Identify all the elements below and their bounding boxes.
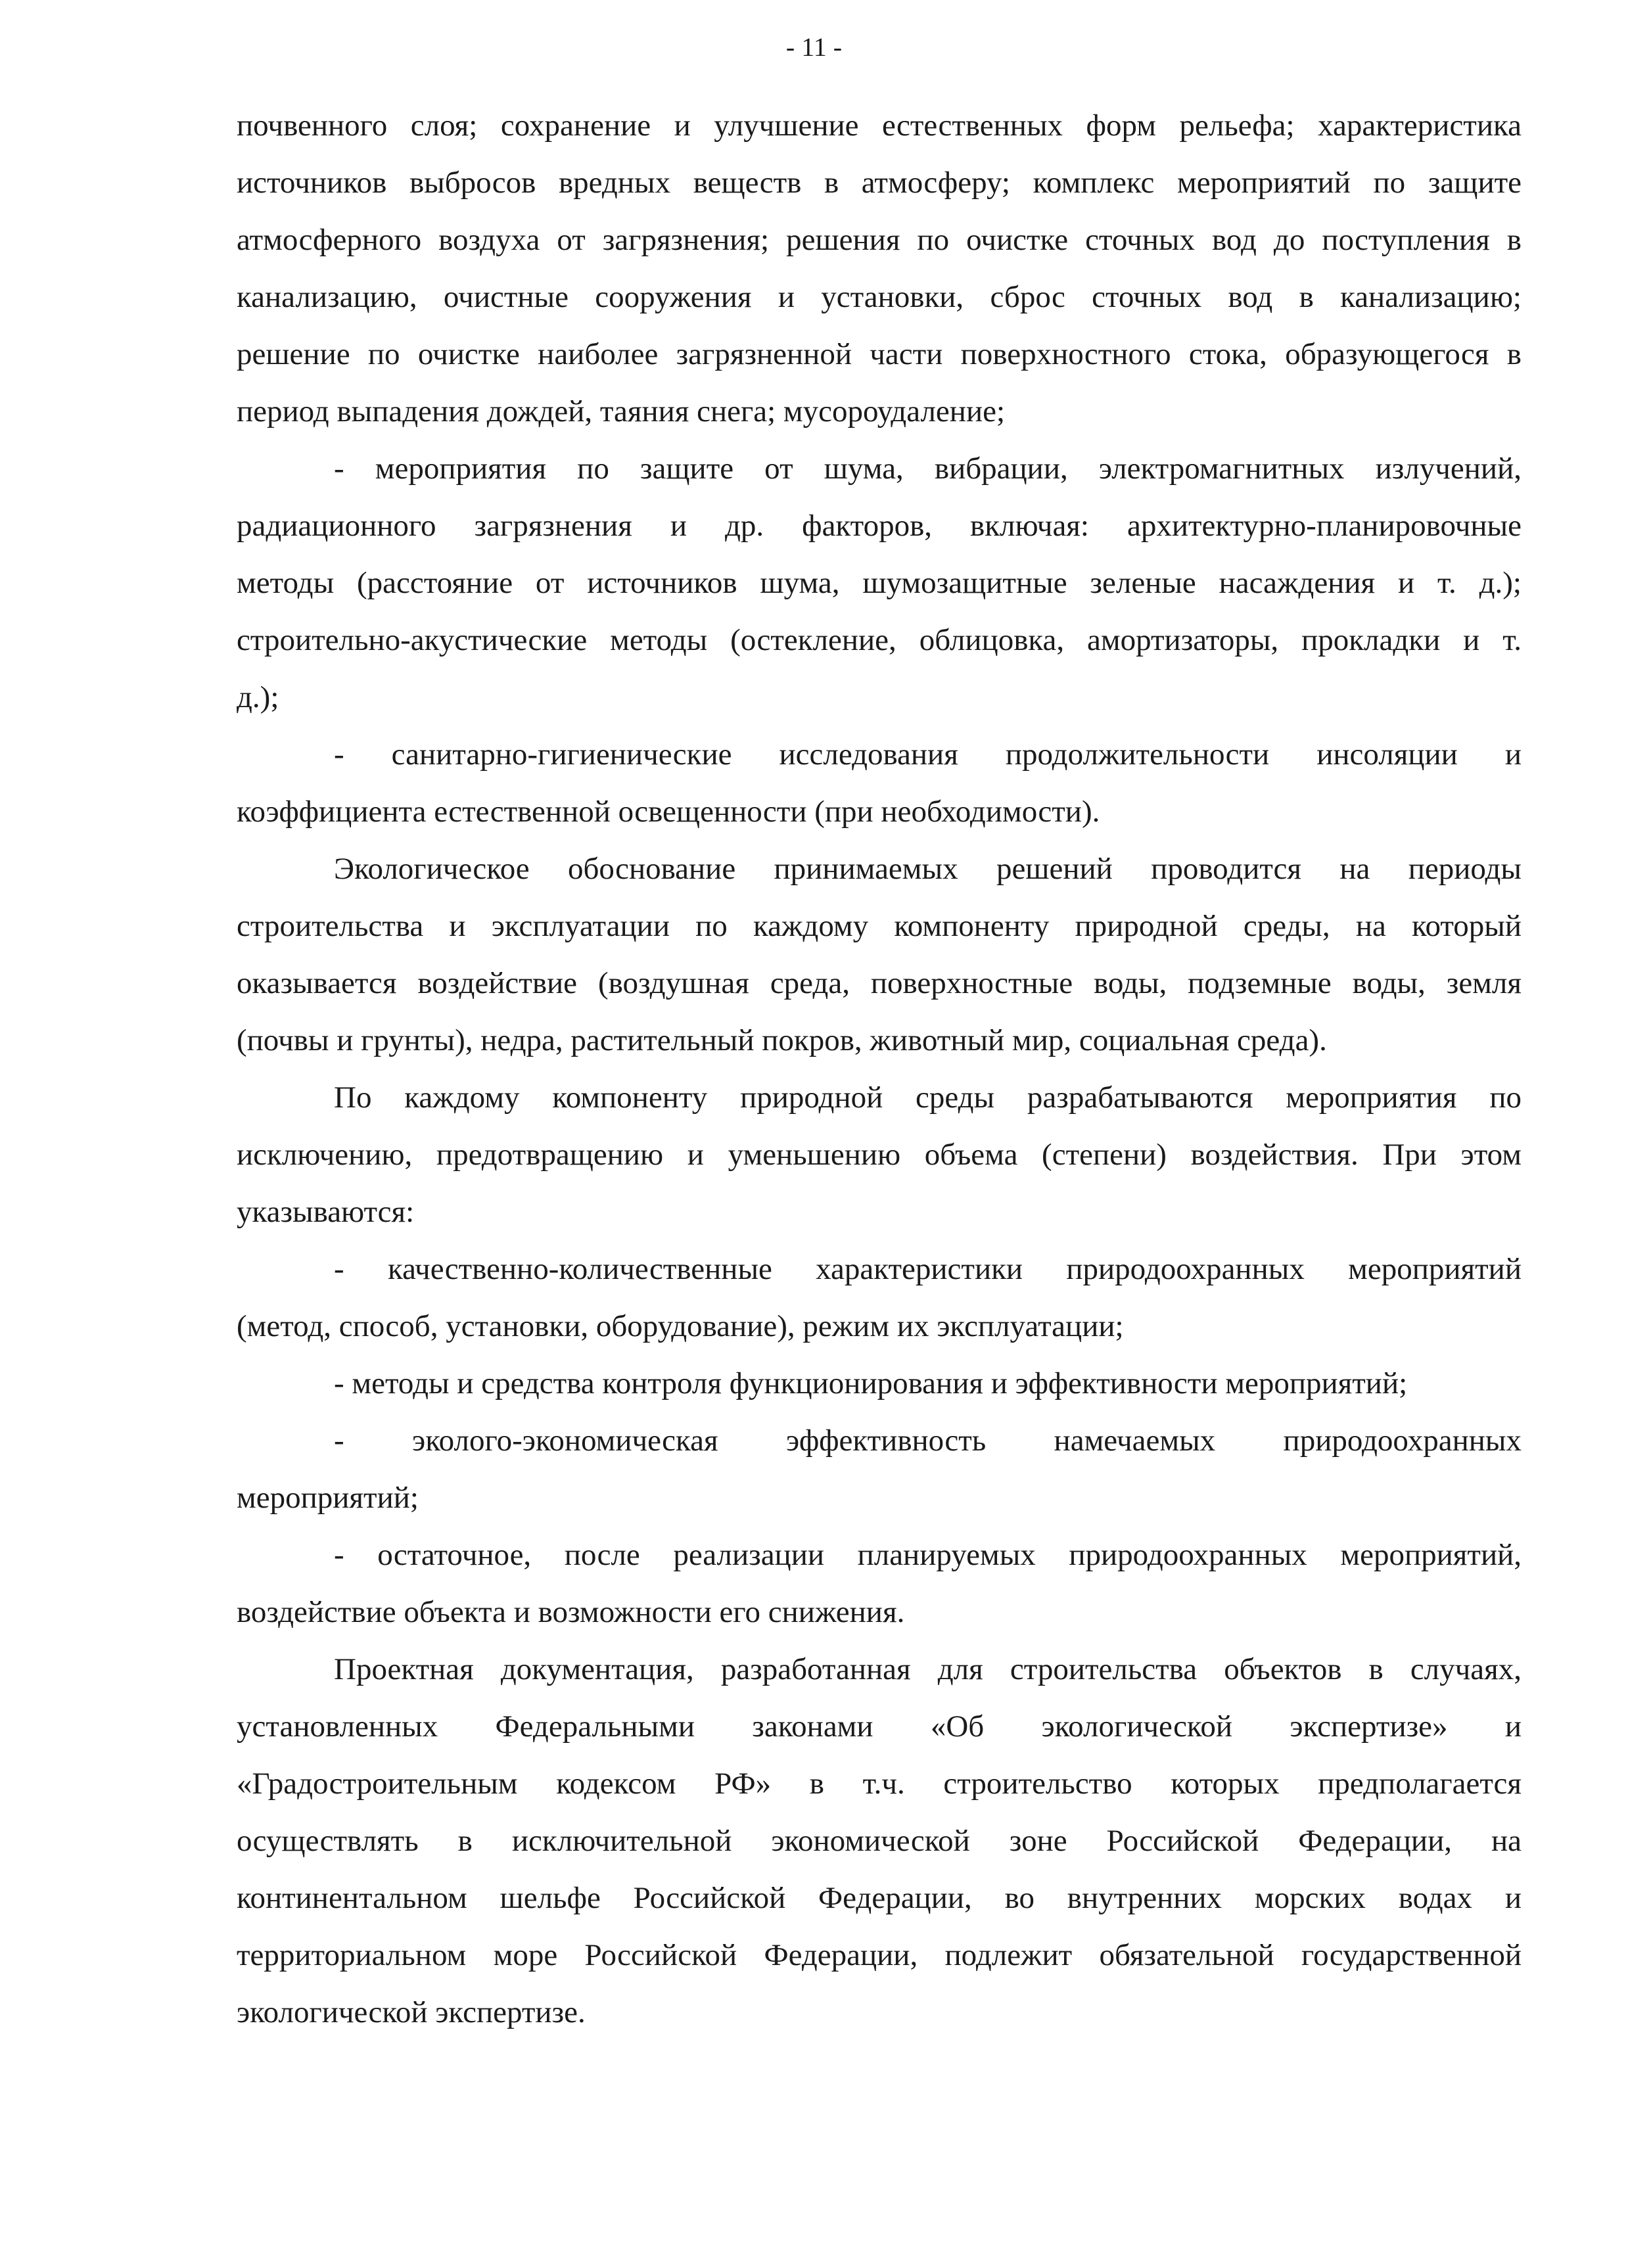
text-line: (почвы и грунты), недра, растительный покров, животный мир, социальная среда). — [237, 1023, 1327, 1057]
text-line: почвенного слоя; сохранение и улучшение естественных форм рельефа; характеристика — [237, 108, 1522, 143]
text-line: Экологическое обоснование принимаемых решений проводится на периоды — [334, 852, 1522, 886]
text-line: мероприятий; — [237, 1481, 419, 1515]
text-line: территориальном море Российской Федерации, подлежит обязательной государственной — [237, 1938, 1522, 1972]
text-line: «Градостроительным кодексом РФ» в т.ч. строительство которых предполагается — [237, 1767, 1522, 1801]
text-line: период выпадения дождей, таяния снега; мусороудаление; — [237, 394, 1006, 428]
page-number: - 11 - — [785, 32, 843, 62]
text-line: оказывается воздействие (воздушная среда, поверхностные воды, подземные воды, земля — [237, 966, 1522, 1000]
text-line: - эколого-экономическая эффективность намечаемых природоохранных — [334, 1423, 1522, 1458]
text-line: - методы и средства контроля функционирования и эффективности мероприятий; — [334, 1366, 1408, 1400]
text-line: строительства и эксплуатации по каждому компоненту природной среды, на который — [237, 909, 1522, 943]
text-line: радиационного загрязнения и др. факторов, включая: архитектурно-планировочные — [237, 509, 1522, 543]
text-line: канализацию, очистные сооружения и установки, сброс сточных вод в канализацию; — [237, 280, 1522, 314]
text-line: источников выбросов вредных веществ в атмосферу; комплекс мероприятий по защите — [237, 166, 1522, 200]
text-line: По каждому компоненту природной среды разрабатываются мероприятия по — [334, 1080, 1522, 1115]
text-line: исключению, предотвращению и уменьшению объема (степени) воздействия. При этом — [237, 1138, 1522, 1172]
text-line: методы (расстояние от источников шума, шумозащитные зеленые насаждения и т. д.); — [237, 566, 1522, 600]
text-line: - санитарно-гигиенические исследования продолжительности инсоляции и — [334, 737, 1522, 772]
text-line: Проектная документация, разработанная для строительства объектов в случаях, — [334, 1652, 1522, 1686]
text-line: - остаточное, после реализации планируемых природоохранных мероприятий, — [334, 1538, 1522, 1572]
text-line: воздействие объекта и возможности его снижения. — [237, 1595, 905, 1629]
text-line: строительно-акустические методы (остекление, облицовка, амортизаторы, прокладки и т. — [237, 623, 1522, 657]
text-line: установленных Федеральными законами «Об экологической экспертизе» и — [237, 1709, 1522, 1744]
text-line: коэффициента естественной освещенности (при необходимости). — [237, 795, 1100, 829]
text-line: экологической экспертизе. — [237, 1995, 586, 2029]
text-line: д.); — [237, 680, 279, 714]
text-line: атмосферного воздуха от загрязнения; решения по очистке сточных вод до поступления в — [237, 223, 1522, 257]
text-line: решение по очистке наиболее загрязненной части поверхностного стока, образующегося в — [237, 337, 1522, 371]
text-line: - качественно-количественные характеристики природоохранных мероприятий — [334, 1252, 1522, 1286]
text-line: (метод, способ, установки, оборудование), режим их эксплуатации; — [237, 1309, 1124, 1343]
text-line: осуществлять в исключительной экономической зоне Российской Федерации, на — [237, 1824, 1522, 1858]
text-line: указываются: — [237, 1195, 415, 1229]
text-line: континентальном шельфе Российской Федерации, во внутренних морских водах и — [237, 1881, 1522, 1915]
text-line: - мероприятия по защите от шума, вибрации, электромагнитных излучений, — [334, 451, 1522, 486]
